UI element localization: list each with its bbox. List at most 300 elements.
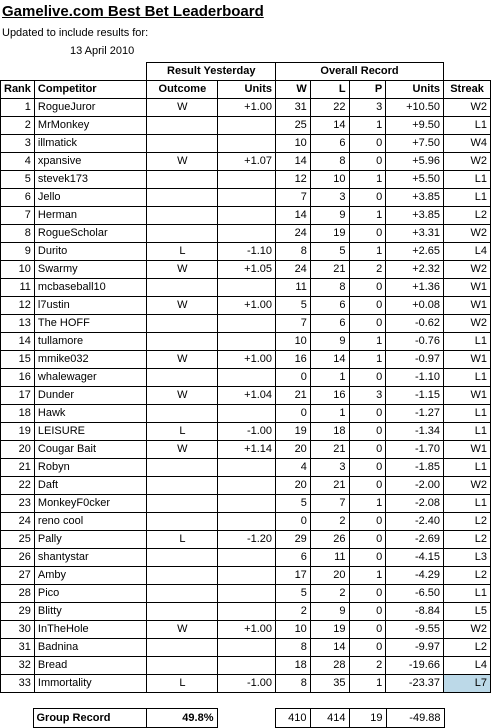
outcome-cell: L: [147, 423, 218, 441]
outcome-cell: [147, 135, 218, 153]
rank-cell: 24: [1, 513, 35, 531]
wins-cell: 19: [276, 423, 311, 441]
results-date: 13 April 2010: [70, 45, 135, 57]
wins-cell: 12: [276, 171, 311, 189]
streak-cell: L1: [444, 423, 491, 441]
result-yesterday-header: Result Yesterday: [147, 63, 276, 81]
losses-cell: 19: [310, 225, 349, 243]
outcome-cell: [147, 279, 218, 297]
col-units: Units: [386, 81, 444, 99]
units-cell: +10.50: [386, 99, 444, 117]
table-row: [1, 639, 491, 657]
units-cell: +9.50: [386, 117, 444, 135]
losses-cell: 6: [310, 315, 349, 333]
table-row: [1, 315, 491, 333]
losses-cell: 14: [310, 639, 349, 657]
pushes-cell: 1: [349, 675, 386, 693]
losses-cell: 1: [310, 369, 349, 387]
pushes-cell: 1: [349, 207, 386, 225]
units-cell: -0.62: [386, 315, 444, 333]
losses-cell: 1: [310, 405, 349, 423]
pushes-cell: 0: [349, 585, 386, 603]
competitor-cell: shantystar: [34, 549, 147, 567]
table-row: [1, 603, 491, 621]
table-row: [1, 207, 491, 225]
table-row: [1, 585, 491, 603]
outcome-cell: [147, 333, 218, 351]
wins-cell: 0: [276, 369, 311, 387]
table-row: [1, 441, 491, 459]
streak-cell: L7: [444, 675, 491, 693]
losses-cell: 14: [310, 117, 349, 135]
units-yesterday-cell: -1.00: [218, 423, 276, 441]
streak-cell: W2: [444, 99, 491, 117]
table-row: [1, 297, 491, 315]
losses-cell: 6: [310, 135, 349, 153]
units-yesterday-cell: [218, 549, 276, 567]
wins-cell: 29: [276, 531, 311, 549]
competitor-cell: Cougar Bait: [34, 441, 147, 459]
units-yesterday-cell: [218, 369, 276, 387]
units-yesterday-cell: [218, 279, 276, 297]
rank-cell: 30: [1, 621, 35, 639]
wins-cell: 7: [276, 189, 311, 207]
units-cell: -9.97: [386, 639, 444, 657]
pushes-cell: 0: [349, 477, 386, 495]
competitor-cell: Herman: [34, 207, 147, 225]
competitor-cell: Jello: [34, 189, 147, 207]
table-row: [1, 135, 491, 153]
units-cell: -6.50: [386, 585, 444, 603]
streak-cell: L4: [444, 657, 491, 675]
competitor-cell: reno cool: [34, 513, 147, 531]
units-yesterday-cell: [218, 189, 276, 207]
table-row: [1, 153, 491, 171]
outcome-cell: [147, 657, 218, 675]
pushes-cell: 0: [349, 315, 386, 333]
units-cell: -2.40: [386, 513, 444, 531]
units-cell: -1.85: [386, 459, 444, 477]
pushes-cell: 0: [349, 423, 386, 441]
outcome-cell: [147, 117, 218, 135]
rank-cell: 27: [1, 567, 35, 585]
pushes-cell: 3: [349, 99, 386, 117]
table-row: [1, 495, 491, 513]
table-row: [1, 99, 491, 117]
pushes-cell: 1: [349, 333, 386, 351]
units-cell: +3.85: [386, 189, 444, 207]
streak-cell: L4: [444, 243, 491, 261]
table-row: [1, 405, 491, 423]
outcome-cell: [147, 405, 218, 423]
outcome-cell: W: [147, 387, 218, 405]
col-rank: Rank: [1, 81, 35, 99]
rank-cell: 21: [1, 459, 35, 477]
competitor-cell: Immortality: [34, 675, 147, 693]
rank-cell: 7: [1, 207, 35, 225]
wins-cell: 25: [276, 117, 311, 135]
table-row: [1, 333, 491, 351]
pushes-cell: 1: [349, 243, 386, 261]
units-cell: +2.32: [386, 261, 444, 279]
pushes-cell: 0: [349, 513, 386, 531]
units-yesterday-cell: [218, 315, 276, 333]
competitor-cell: mcbaseball10: [34, 279, 147, 297]
losses-cell: 3: [310, 459, 349, 477]
units-yesterday-cell: [218, 135, 276, 153]
streak-cell: L1: [444, 189, 491, 207]
units-yesterday-cell: [218, 657, 276, 675]
wins-cell: 20: [276, 441, 311, 459]
streak-cell: L1: [444, 369, 491, 387]
units-yesterday-cell: -1.20: [218, 531, 276, 549]
wins-cell: 8: [276, 675, 311, 693]
competitor-cell: Badnina: [34, 639, 147, 657]
wins-cell: 14: [276, 207, 311, 225]
units-yesterday-cell: [218, 405, 276, 423]
losses-cell: 14: [310, 351, 349, 369]
outcome-cell: [147, 207, 218, 225]
wins-cell: 0: [276, 513, 311, 531]
pushes-cell: 0: [349, 531, 386, 549]
losses-cell: 9: [310, 603, 349, 621]
table-row: [1, 531, 491, 549]
units-cell: -2.00: [386, 477, 444, 495]
col-competitor: Competitor: [34, 81, 147, 99]
column-header-row: [1, 81, 491, 99]
rank-cell: 19: [1, 423, 35, 441]
rank-cell: 4: [1, 153, 35, 171]
streak-cell: L5: [444, 603, 491, 621]
pushes-cell: 0: [349, 603, 386, 621]
rank-cell: 11: [1, 279, 35, 297]
outcome-cell: [147, 639, 218, 657]
pushes-cell: 0: [349, 297, 386, 315]
streak-cell: W2: [444, 153, 491, 171]
competitor-cell: MonkeyF0cker: [34, 495, 147, 513]
rank-cell: 25: [1, 531, 35, 549]
competitor-cell: Amby: [34, 567, 147, 585]
rank-cell: 1: [1, 99, 35, 117]
wins-cell: 17: [276, 567, 311, 585]
streak-cell: W2: [444, 315, 491, 333]
streak-cell: L1: [444, 117, 491, 135]
table-row: [1, 243, 491, 261]
units-cell: -4.29: [386, 567, 444, 585]
units-yesterday-cell: [218, 225, 276, 243]
losses-cell: 6: [310, 297, 349, 315]
units-yesterday-cell: -1.00: [218, 675, 276, 693]
pushes-cell: 0: [349, 369, 386, 387]
table-row: [1, 675, 491, 693]
rank-cell: 20: [1, 441, 35, 459]
overall-record-header: Overall Record: [276, 63, 444, 81]
wins-cell: 21: [276, 387, 311, 405]
losses-cell: 10: [310, 171, 349, 189]
table-row: [1, 549, 491, 567]
rank-cell: 9: [1, 243, 35, 261]
units-cell: -8.84: [386, 603, 444, 621]
wins-cell: 8: [276, 639, 311, 657]
wins-cell: 4: [276, 459, 311, 477]
table-row: [1, 117, 491, 135]
pushes-cell: 0: [349, 279, 386, 297]
rank-cell: 18: [1, 405, 35, 423]
pushes-cell: 1: [349, 117, 386, 135]
group-record-l: 414: [310, 709, 349, 728]
losses-cell: 21: [310, 441, 349, 459]
rank-cell: 26: [1, 549, 35, 567]
col-units-yesterday: Units: [218, 81, 276, 99]
pushes-cell: 0: [349, 153, 386, 171]
losses-cell: 20: [310, 567, 349, 585]
units-cell: -0.76: [386, 333, 444, 351]
wins-cell: 6: [276, 549, 311, 567]
wins-cell: 31: [276, 99, 311, 117]
table-row: [1, 351, 491, 369]
table-row: [1, 477, 491, 495]
competitor-cell: RogueScholar: [34, 225, 147, 243]
losses-cell: 3: [310, 189, 349, 207]
rank-cell: 13: [1, 315, 35, 333]
units-cell: -23.37: [386, 675, 444, 693]
units-cell: -1.10: [386, 369, 444, 387]
units-cell: +5.50: [386, 171, 444, 189]
table-row: [1, 261, 491, 279]
units-yesterday-cell: [218, 333, 276, 351]
pushes-cell: 2: [349, 261, 386, 279]
outcome-cell: [147, 567, 218, 585]
group-record-p: 19: [349, 709, 386, 728]
competitor-cell: Bread: [34, 657, 147, 675]
pushes-cell: 0: [349, 405, 386, 423]
blank-cell: [444, 63, 491, 81]
wins-cell: 10: [276, 135, 311, 153]
competitor-cell: Blitty: [34, 603, 147, 621]
rank-cell: 3: [1, 135, 35, 153]
units-cell: +5.96: [386, 153, 444, 171]
competitor-cell: The HOFF: [34, 315, 147, 333]
wins-cell: 0: [276, 405, 311, 423]
col-p: P: [349, 81, 386, 99]
outcome-cell: W: [147, 99, 218, 117]
outcome-cell: L: [147, 531, 218, 549]
pushes-cell: 1: [349, 567, 386, 585]
competitor-cell: LEISURE: [34, 423, 147, 441]
losses-cell: 5: [310, 243, 349, 261]
losses-cell: 18: [310, 423, 349, 441]
rank-cell: 32: [1, 657, 35, 675]
wins-cell: 10: [276, 621, 311, 639]
streak-cell: W2: [444, 477, 491, 495]
units-yesterday-cell: [218, 639, 276, 657]
streak-cell: L1: [444, 405, 491, 423]
page-title: Gamelive.com Best Bet Leaderboard: [2, 3, 264, 20]
table-row: [1, 657, 491, 675]
units-cell: -9.55: [386, 621, 444, 639]
wins-cell: 11: [276, 279, 311, 297]
pushes-cell: 1: [349, 495, 386, 513]
competitor-cell: mmike032: [34, 351, 147, 369]
streak-cell: W4: [444, 135, 491, 153]
units-yesterday-cell: [218, 513, 276, 531]
units-yesterday-cell: [218, 477, 276, 495]
wins-cell: 24: [276, 261, 311, 279]
rank-cell: 12: [1, 297, 35, 315]
competitor-cell: Dunder: [34, 387, 147, 405]
units-yesterday-cell: [218, 117, 276, 135]
outcome-cell: W: [147, 261, 218, 279]
rank-cell: 6: [1, 189, 35, 207]
wins-cell: 8: [276, 243, 311, 261]
units-yesterday-cell: [218, 585, 276, 603]
competitor-cell: RogueJuror: [34, 99, 147, 117]
outcome-cell: [147, 369, 218, 387]
losses-cell: 8: [310, 153, 349, 171]
streak-cell: L2: [444, 639, 491, 657]
streak-cell: W1: [444, 351, 491, 369]
rank-cell: 8: [1, 225, 35, 243]
wins-cell: 5: [276, 297, 311, 315]
units-cell: -1.34: [386, 423, 444, 441]
rank-cell: 2: [1, 117, 35, 135]
group-record-pct: 49.8%: [146, 709, 217, 728]
wins-cell: 18: [276, 657, 311, 675]
losses-cell: 35: [310, 675, 349, 693]
units-yesterday-cell: +1.14: [218, 441, 276, 459]
table-row: [1, 423, 491, 441]
competitor-cell: l7ustin: [34, 297, 147, 315]
streak-cell: W1: [444, 387, 491, 405]
rank-cell: 14: [1, 333, 35, 351]
competitor-cell: MrMonkey: [34, 117, 147, 135]
streak-cell: L3: [444, 549, 491, 567]
outcome-cell: [147, 459, 218, 477]
wins-cell: 16: [276, 351, 311, 369]
losses-cell: 9: [310, 333, 349, 351]
units-yesterday-cell: +1.00: [218, 621, 276, 639]
rank-cell: 17: [1, 387, 35, 405]
units-cell: -19.66: [386, 657, 444, 675]
group-record-label: Group Record: [33, 709, 146, 728]
outcome-cell: [147, 315, 218, 333]
streak-cell: L1: [444, 585, 491, 603]
outcome-cell: W: [147, 351, 218, 369]
losses-cell: 21: [310, 477, 349, 495]
losses-cell: 19: [310, 621, 349, 639]
table-row: [1, 369, 491, 387]
rank-cell: 22: [1, 477, 35, 495]
wins-cell: 14: [276, 153, 311, 171]
streak-cell: L1: [444, 495, 491, 513]
rank-cell: 23: [1, 495, 35, 513]
streak-cell: L1: [444, 171, 491, 189]
group-record-units: -49.88: [386, 709, 444, 728]
units-cell: +3.31: [386, 225, 444, 243]
group-header-row: [1, 63, 491, 81]
units-yesterday-cell: +1.00: [218, 297, 276, 315]
losses-cell: 28: [310, 657, 349, 675]
competitor-cell: Robyn: [34, 459, 147, 477]
losses-cell: 16: [310, 387, 349, 405]
streak-cell: L2: [444, 513, 491, 531]
losses-cell: 8: [310, 279, 349, 297]
streak-cell: L2: [444, 531, 491, 549]
outcome-cell: [147, 585, 218, 603]
competitor-cell: Swarmy: [34, 261, 147, 279]
outcome-cell: [147, 549, 218, 567]
units-cell: -2.08: [386, 495, 444, 513]
losses-cell: 11: [310, 549, 349, 567]
pushes-cell: 0: [349, 441, 386, 459]
outcome-cell: W: [147, 297, 218, 315]
losses-cell: 7: [310, 495, 349, 513]
outcome-cell: [147, 171, 218, 189]
losses-cell: 26: [310, 531, 349, 549]
pushes-cell: 1: [349, 351, 386, 369]
pushes-cell: 0: [349, 459, 386, 477]
competitor-cell: stevek173: [34, 171, 147, 189]
pushes-cell: 3: [349, 387, 386, 405]
losses-cell: 22: [310, 99, 349, 117]
pushes-cell: 0: [349, 135, 386, 153]
wins-cell: 7: [276, 315, 311, 333]
streak-cell: L2: [444, 207, 491, 225]
col-outcome: Outcome: [147, 81, 218, 99]
competitor-cell: Durito: [34, 243, 147, 261]
pushes-cell: 0: [349, 225, 386, 243]
wins-cell: 24: [276, 225, 311, 243]
losses-cell: 21: [310, 261, 349, 279]
table-row: [1, 567, 491, 585]
units-yesterday-cell: +1.07: [218, 153, 276, 171]
outcome-cell: L: [147, 243, 218, 261]
units-cell: -1.27: [386, 405, 444, 423]
units-cell: -1.15: [386, 387, 444, 405]
streak-cell: W2: [444, 261, 491, 279]
units-cell: -2.69: [386, 531, 444, 549]
competitor-cell: illmatick: [34, 135, 147, 153]
outcome-cell: L: [147, 675, 218, 693]
rank-cell: 29: [1, 603, 35, 621]
pushes-cell: 0: [349, 189, 386, 207]
rank-cell: 5: [1, 171, 35, 189]
units-yesterday-cell: [218, 459, 276, 477]
rank-cell: 33: [1, 675, 35, 693]
rank-cell: 31: [1, 639, 35, 657]
outcome-cell: W: [147, 153, 218, 171]
wins-cell: 5: [276, 585, 311, 603]
update-note: Updated to include results for:: [2, 27, 149, 39]
competitor-cell: Pico: [34, 585, 147, 603]
outcome-cell: [147, 225, 218, 243]
units-yesterday-cell: [218, 603, 276, 621]
outcome-cell: W: [147, 621, 218, 639]
units-yesterday-cell: -1.10: [218, 243, 276, 261]
streak-cell: W1: [444, 441, 491, 459]
pushes-cell: 0: [349, 639, 386, 657]
col-streak: Streak: [444, 81, 491, 99]
outcome-cell: [147, 513, 218, 531]
wins-cell: 20: [276, 477, 311, 495]
pushes-cell: 1: [349, 171, 386, 189]
pushes-cell: 0: [349, 549, 386, 567]
units-cell: +2.65: [386, 243, 444, 261]
units-yesterday-cell: +1.00: [218, 351, 276, 369]
units-yesterday-cell: [218, 207, 276, 225]
pushes-cell: 0: [349, 621, 386, 639]
streak-cell: L2: [444, 567, 491, 585]
